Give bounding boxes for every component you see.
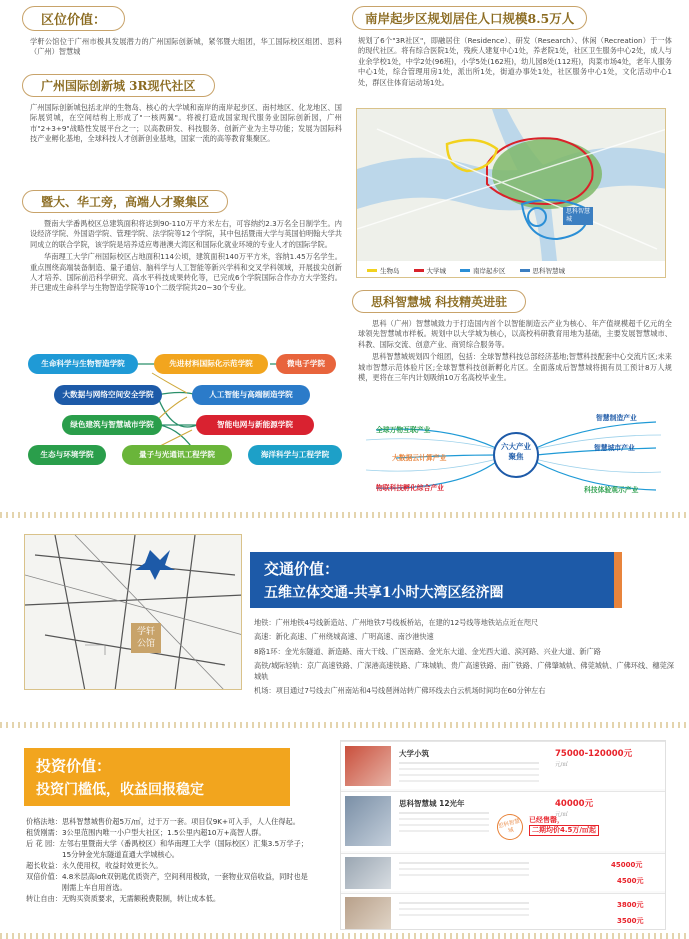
talent-text-1: 暨南大学番禺校区总建筑面积将达到90-110万平方米左右，可容纳约2.3万名全日制学生。内设经济学院、外国语学院、管理学院、法学院等12个学院，其中包括暨南大学与英国伯明翰大学共同成立的联合学院，该学院是培养适应粤港澳大湾区和国际化就业环境的专业人才的国际学院。 (30, 219, 342, 249)
talent-text-2: 华南理工大学广州国际校区占地面积114公顷，建筑面积140万平方米，容纳1.45万名学生。重点围绕高端装备制造、量子通信、脑科学与人工智能等新兴学科和交叉学科领域，开展拔尖创新人才培养、国际前沿科学研究、高水平科技成果转化等，已完成6个学院国际合作办方大学签约。并已建成生命科学与生物智造学院等10个二级学院共20~30个专业。 (30, 252, 342, 293)
listing-2-photo (345, 857, 391, 889)
listing-3-price: 3800元 (617, 901, 644, 909)
location-title: 区位价值： (22, 6, 125, 31)
sold-out-note-line-2: 二期均价4.5万/㎡起 (529, 825, 599, 836)
sold-out-note (529, 816, 599, 836)
investment-item-6 (26, 882, 342, 893)
listings-panel (340, 740, 666, 930)
industry-3: 智慧制造产业 (596, 414, 637, 422)
investment-item-4 (26, 860, 342, 871)
investment-item-4-label: 超长收益： (26, 861, 62, 870)
legend-label-2: 南岸起步区 (473, 266, 506, 275)
cisco-section (352, 290, 672, 383)
transport-item-1-text: 新化高速、广州绕城高速、广明高速、南沙港快速 (275, 632, 434, 642)
industries-center: 六大产业聚焦 (501, 442, 531, 461)
listing-2-price: 45000元 (611, 861, 643, 869)
investment-item-5 (26, 871, 342, 882)
investment-title-1: 投资价值： (36, 757, 112, 775)
investment-item-1-label: 租赁刚需： (26, 828, 62, 837)
listing-1-lines (399, 812, 489, 814)
investment-item-6-text: 刚需上车自用首选。 (62, 883, 127, 892)
south-bank-title: 南岸起步区规划居住人口规模8.5万人 (352, 6, 587, 30)
listing-3-photo (345, 897, 391, 929)
legend-swatch-2 (460, 269, 470, 272)
transport-title-accent (614, 552, 622, 608)
legend-item-2 (460, 266, 506, 275)
transport-item-4-label: 机场： (254, 686, 276, 696)
innovation-city-section (22, 74, 342, 145)
listing-3-price-b: 3500元 (617, 917, 644, 925)
south-bank-map (356, 108, 666, 278)
talent-section (22, 190, 342, 294)
investment-item-2-text: 左邻右里暨南大学（番禺校区）和华南理工大学（国际校区）汇集3.5万学子； (59, 839, 308, 848)
listing-2-price-b: 4500元 (617, 877, 644, 885)
listing-0-name: 大学小筑 (399, 749, 429, 758)
investment-title-box (24, 748, 290, 806)
investment-item-5-text: 4.8米层高loft双钥匙优质资产，空间利用极致，一套物业双倍收益，同时也是 (61, 872, 308, 881)
cisco-text-1: 思科（广州）智慧城致力于打造国内首个以智能制造云产业为核心、年产值规模超千亿元的全球领先智慧城市样板。规划中以大学城为核心，以高校科研教育用地为基础，主要发展智慧城市、科教、国际交流、创意产业、商贸综合服务等。 (358, 319, 672, 349)
listing-3-lines (399, 902, 529, 904)
college-node-9: 海洋科学与工程学院 (248, 445, 342, 465)
legend-swatch-1 (414, 269, 424, 272)
south-bank-text: 规划了6个"3R社区"，即融居住（Residence）、研发（Research）、休闲（Recreation）于一体的现代社区。将有综合医院1处，残疾人建复中心1处，养老院1处，社区卫生服务中心2处，成人与业余学校1处，中学2处(96班)，小学5处(162班)，幼儿园8处(112班)，肉菜市场4处，老年人服务中心1处，综合管理用房1处，派出所1处，街道办事处1处，社区服务中心1处，文化活动中心1处，群区住体育运动场1处。 (358, 36, 672, 87)
college-node-0: 生命科学与生物智造学院 (28, 354, 138, 374)
cisco-title: 思科智慧城 科技精英进驻 (352, 290, 526, 313)
transport-subtitle: 五维立体交通-共享1小时大湾区经济圈 (264, 585, 504, 601)
listing-2 (341, 853, 666, 891)
transport-item-4 (254, 686, 674, 696)
investment-details (26, 816, 342, 904)
listing-3 (341, 893, 666, 930)
transport-item-4-text: 项目通过7号线去广州南站和4号线琶洲站转广佛环线去白云机场时间均在60分钟左右 (275, 686, 546, 696)
listing-1-name: 思科智慧城 12光年 (399, 799, 465, 808)
transport-item-1-label: 高速： (254, 632, 276, 642)
south-bank-map-label: 思科智慧城 (563, 207, 593, 225)
transport-item-0 (254, 618, 674, 628)
investment-item-3-text: 15分钟金光东隧道直通大学城核心。 (62, 850, 179, 859)
transport-item-2-label: 8路1环： (254, 646, 285, 656)
college-node-1: 先进材料国际化示范学院 (154, 354, 268, 374)
innovation-city-text: 广州国际创新城包括北岸的生物岛、核心的大学城和南岸的南岸起步区、南村地区、化龙地区、国际展贸城，在空间结构上形成了"一核两翼"。将被打造成国家现代服务业国际创新园，广州市"2+3+9"战略性发展平台之一；以高教研发、科技服务、创新产业为主导功能；发展为国际科技产业孵化基地，全球科技人才创新创业基地，国家一流的高等教育集聚区。 (30, 103, 342, 144)
investment-item-0-text: 思科智慧城售价超5万/㎡，过于万一套。项目仅9K+可入手，人人住得起。 (61, 817, 300, 826)
innovation-city-title: 广州国际创新城 3R现代社区 (22, 74, 215, 97)
location-section (22, 6, 342, 58)
sold-out-stamp: 思科智慧城 (494, 811, 526, 843)
transport-map-svg (25, 535, 242, 690)
college-node-6: 智能电网与新能源学院 (196, 415, 314, 435)
investment-title-2: 投资门槛低，收益回报稳定 (36, 782, 204, 798)
transport-item-2-text: 金光东隧道、新造路、南大干线、广医南路、金光东大道、金光西大道、滨河路、兴业大道、新广路 (284, 646, 601, 656)
college-node-3: 大数据与网络空间安全学院 (54, 385, 162, 405)
legend-swatch-0 (367, 269, 377, 272)
college-node-5: 绿色建筑与智慧城市学院 (62, 415, 162, 435)
industry-2: 物联科技孵化综合产业 (376, 484, 444, 492)
investment-item-0 (26, 816, 342, 827)
industry-5: 科技体验观示产业 (584, 486, 639, 494)
transport-item-3-label: 高铁/城际轻轨： (254, 661, 307, 671)
investment-item-7-label: 转让自由： (26, 894, 62, 903)
transport-item-0-text: 广州地铁4号线新造站、广州地铁7号线板桥站，在建的12号线等地铁站点近在咫尺 (275, 618, 539, 627)
investment-item-1-text: 3公里范围内唯一小户型大社区；1.5公里内超10万+高智人群。 (61, 828, 266, 837)
investment-item-2 (26, 838, 342, 849)
investment-item-5-label: 双倍价值： (26, 872, 62, 881)
legend-label-1: 大学城 (426, 266, 446, 275)
industry-0: 全球万物互联产业 (376, 426, 431, 434)
transport-item-0-label: 地铁： (254, 618, 276, 627)
investment-item-0-label: 价格法地： (26, 817, 62, 826)
listing-1-price: 40000元 (555, 799, 594, 809)
industries-diagram (356, 400, 666, 505)
college-node-2: 微电子学院 (276, 354, 336, 374)
south-bank-map-svg (357, 109, 666, 261)
industry-4: 智慧城市产业 (594, 444, 635, 452)
transport-map (24, 534, 242, 690)
college-node-8: 量子与光通讯工程学院 (122, 445, 232, 465)
listing-0-photo (345, 746, 391, 786)
transport-title-box (250, 552, 614, 608)
legend-item-1 (414, 266, 447, 275)
transport-map-label: 学轩公馆 (131, 623, 161, 653)
investment-item-4-text: 永久使用权，收益时效更长久。 (61, 861, 163, 870)
listing-0 (341, 741, 666, 789)
talent-title: 暨大、华工旁，高端人才聚集区 (22, 190, 228, 213)
industry-1: 大数据云计算产业 (392, 454, 447, 462)
investment-item-1 (26, 827, 342, 838)
transport-title: 交通价值： (264, 560, 340, 578)
listing-0-price: 75000-120000元 (555, 749, 633, 759)
sold-out-note-line-1: 已经售罄， (529, 816, 564, 824)
cisco-text-2: 思科智慧城规划四个组团，包括：全球智慧科技总部经济基地;智慧科技配套中心交流片区;未来城市智慧示范体验片区;全球智慧科技创新孵化片区。全面落成后智慧城将拥有员工预计8万人规模，更将在三年内计划吸纳10万名高校毕业生。 (358, 352, 672, 383)
legend-label-0: 生物岛 (380, 266, 400, 275)
investment-item-2-label: 后 花 园： (26, 839, 60, 848)
divider-1 (0, 512, 689, 518)
legend-label-3: 思科智慧城 (532, 266, 565, 275)
divider-2 (0, 722, 689, 728)
transport-item-2 (254, 647, 674, 657)
investment-item-7-text: 无购买资质要求，无需额税费限制，转让成本低。 (61, 894, 221, 903)
south-bank-section (352, 6, 672, 88)
investment-item-3 (26, 849, 342, 860)
investment-item-7 (26, 893, 342, 904)
bottom-border (0, 933, 689, 939)
transport-details (254, 618, 674, 700)
transport-item-3 (254, 661, 674, 682)
college-node-7: 生态与环境学院 (28, 445, 106, 465)
transport-item-3-text: 京广高速铁路、广深港高速铁路、广珠城轨、贵广高速铁路、南广铁路、广佛肇城轨、佛莞城轨、广佛环线、穗莞深城轨 (254, 661, 674, 681)
legend-swatch-3 (520, 269, 530, 272)
colleges-diagram (22, 345, 342, 495)
south-bank-legend (357, 261, 666, 278)
transport-item-1 (254, 632, 674, 642)
college-node-4: 人工智能与高端制造学院 (192, 385, 310, 405)
listing-1-photo (345, 796, 391, 846)
listing-0-lines (399, 762, 539, 764)
location-text: 学軒公馆位于广州市极具发展潜力的广州国际创新城，紧邻暨大组团，华工国际校区组团、思科（广州）智慧城 (30, 37, 342, 57)
listing-1-unit: 元/㎡ (555, 812, 568, 818)
listing-1 (341, 791, 666, 851)
legend-item-0 (367, 266, 400, 275)
listing-0-unit: 元/㎡ (555, 762, 568, 768)
listing-2-lines (399, 862, 529, 864)
legend-item-3 (520, 266, 566, 275)
